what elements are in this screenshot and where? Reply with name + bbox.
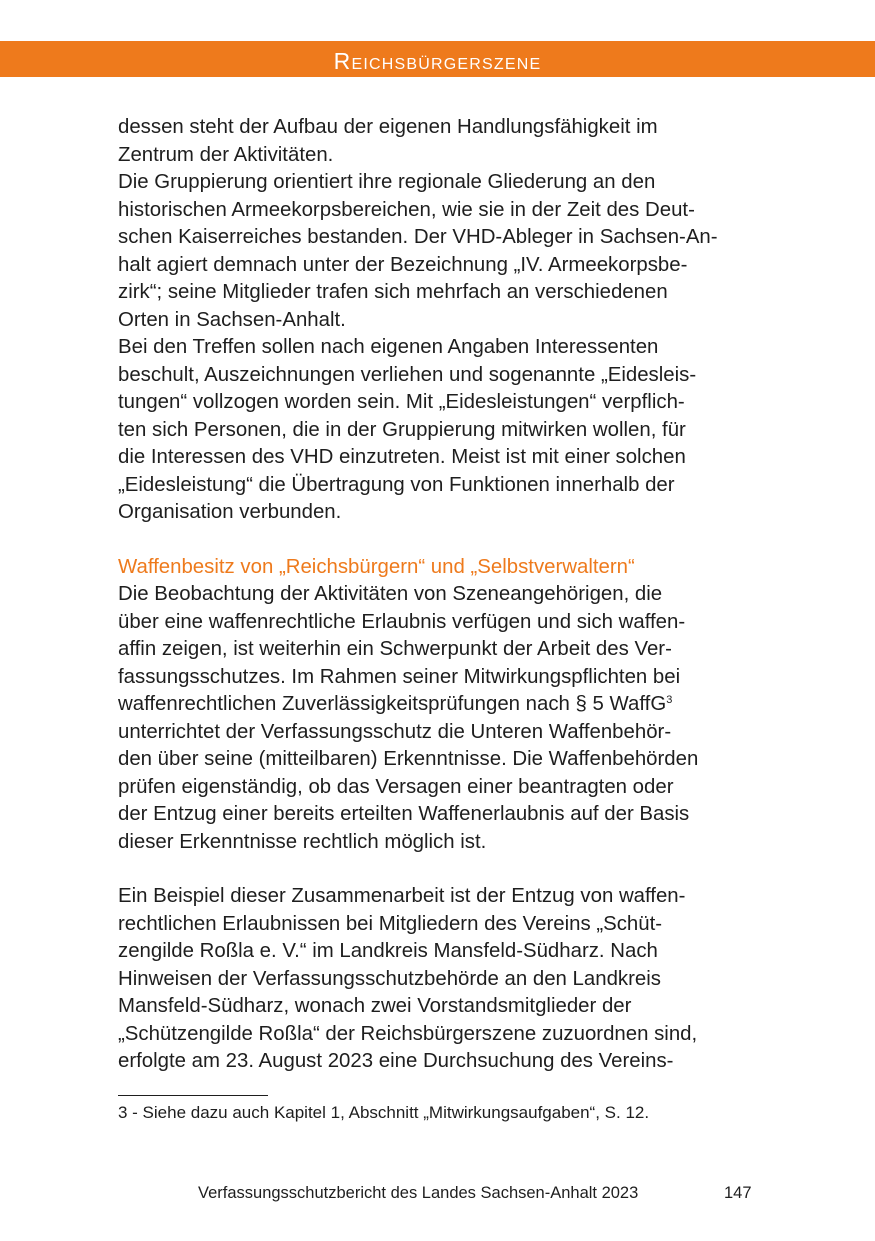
text-line: zirk“; seine Mitglieder trafen sich mehrfach an verschiedenen: [118, 281, 668, 303]
text-line: Organisation verbunden.: [118, 501, 342, 523]
text-line: ten sich Personen, die in der Gruppierung mitwirken wollen, für: [118, 418, 686, 441]
text-line: Die Gruppierung orientiert ihre regionale Gliederung an den: [118, 171, 656, 193]
text-line: schen Kaiserreiches bestanden. Der VHD-Ableger in Sachsen-An-: [118, 226, 718, 248]
paragraph-example: [118, 883, 758, 1076]
paragraph-gap: [118, 856, 758, 883]
text-line: „Eidesleistung“ die Übertragung von Funktionen innerhalb der: [118, 473, 675, 496]
footnote-divider: [118, 1095, 268, 1096]
chapter-header-bar: [0, 41, 875, 77]
text-line: dieser Erkenntnisse rechtlich möglich ist.: [118, 830, 487, 853]
text-line: rechtlichen Erlaubnissen bei Mitgliedern des Vereins „Schüt-: [118, 912, 663, 935]
chapter-title: Reichsbürgerszene: [333, 48, 542, 74]
text-line: Zentrum der Aktivitäten.: [118, 143, 334, 166]
text-line: affin zeigen, ist weiterhin ein Schwerpunkt der Arbeit des Ver-: [118, 638, 672, 660]
text-line: erfolgte am 23. August 2023 eine Durchsuchung des Vereins-: [118, 1050, 674, 1072]
text-line: dessen steht der Aufbau der eigenen Handlungsfähigkeit im: [118, 116, 658, 138]
text-line: zengilde Roßla e. V.“ im Landkreis Mansfeld-Südharz. Nach: [118, 940, 658, 962]
text-line: der Entzug einer bereits erteilten Waffenerlaubnis auf der Basis: [118, 803, 690, 825]
footnote: 3 - Siehe dazu auch Kapitel 1, Abschnitt „Mitwirkungsaufgaben“, S. 12.: [118, 1103, 650, 1122]
paragraph-vhd-structure: [118, 114, 758, 527]
text-line-with-footnote: [118, 691, 758, 719]
text-line: Bei den Treffen sollen nach eigenen Angaben Interessenten: [118, 336, 659, 358]
text-line: „Schützengilde Roßla“ der Reichsbürgerszene zuzuordnen sind,: [118, 1022, 698, 1045]
text-line: die Interessen des VHD einzutreten. Meist ist mit einer solchen: [118, 446, 686, 468]
footnote-reference[interactable]: 3: [666, 694, 673, 706]
text-line: waffenrechtlichen Zuverlässigkeitsprüfungen nach § 5 WaffG: [118, 693, 667, 715]
page-number: 147: [724, 1184, 752, 1202]
footer-publication-title: Verfassungsschutzbericht des Landes Sachsen-Anhalt 2023: [198, 1184, 639, 1202]
text-line: tungen“ vollzogen worden sein. Mit „Eidesleistungen“ verpflich-: [118, 391, 685, 413]
text-line: historischen Armeekorpsbereichen, wie sie in der Zeit des Deut-: [118, 198, 695, 221]
text-line: Ein Beispiel dieser Zusammenarbeit ist der Entzug von waffen-: [118, 885, 686, 907]
body-text: [118, 114, 758, 1076]
text-line: den über seine (mitteilbaren) Erkenntnisse. Die Waffenbehörden: [118, 748, 699, 770]
section-subheading: Waffenbesitz von „Reichsbürgern“ und „Selbstverwaltern“: [118, 555, 635, 578]
text-line: Die Beobachtung der Aktivitäten von Szeneangehörigen, die: [118, 583, 663, 605]
text-line: Mansfeld-Südharz, wonach zwei Vorstandsmitglieder der: [118, 995, 632, 1017]
paragraph-gap: [118, 527, 758, 554]
text-line: halt agiert demnach unter der Bezeichnung „IV. Armeekorpsbe-: [118, 253, 688, 276]
paragraph-weapons: [118, 581, 758, 856]
text-line: Hinweisen der Verfassungsschutzbehörde an den Landkreis: [118, 967, 661, 990]
text-line: fassungsschutzes. Im Rahmen seiner Mitwirkungspflichten bei: [118, 665, 681, 688]
text-line: unterrichtet der Verfassungsschutz die Unteren Waffenbehör-: [118, 720, 672, 743]
text-line: beschult, Auszeichnungen verliehen und sogenannte „Eidesleis-: [118, 363, 697, 386]
text-line: prüfen eigenständig, ob das Versagen einer beantragten oder: [118, 775, 674, 798]
text-line: Orten in Sachsen-Anhalt.: [118, 308, 346, 331]
text-line: über eine waffenrechtliche Erlaubnis verfügen und sich waffen-: [118, 610, 686, 633]
